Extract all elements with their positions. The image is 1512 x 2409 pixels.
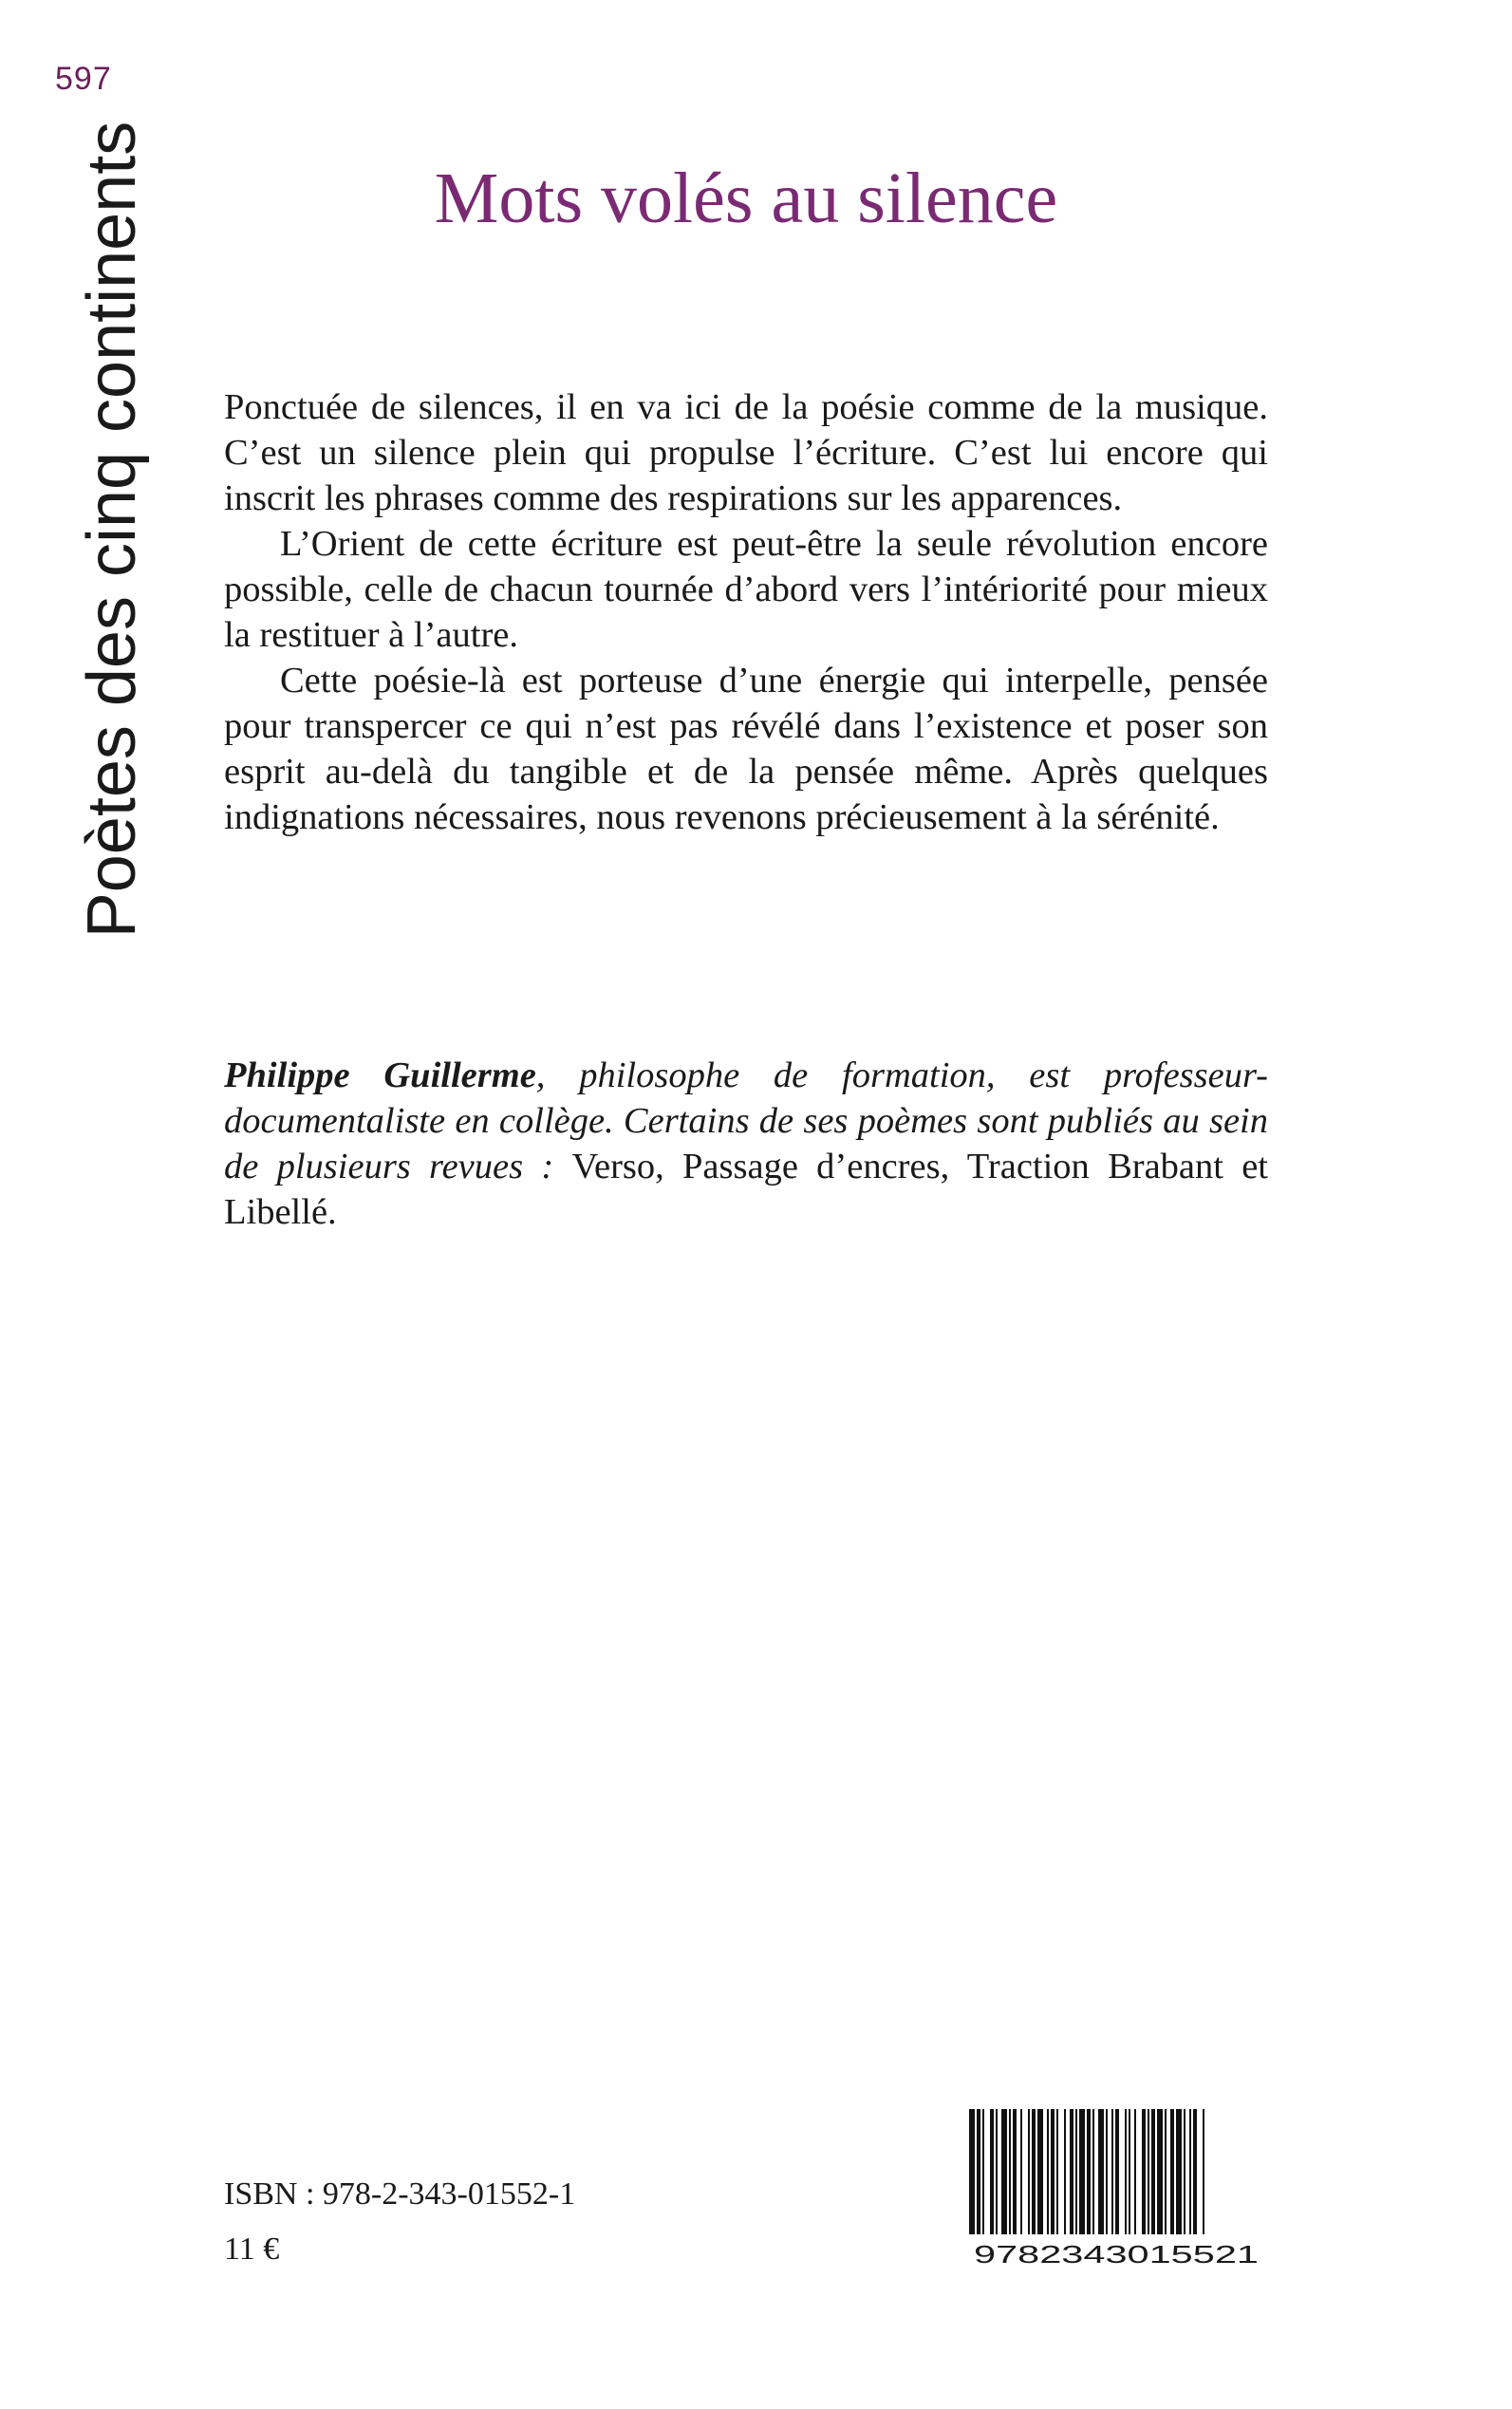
barcode-bar bbox=[969, 2109, 975, 2234]
barcode-bar bbox=[1111, 2109, 1113, 2234]
barcode-bar bbox=[1148, 2109, 1149, 2234]
barcode bbox=[963, 2105, 1269, 2267]
barcode-bar bbox=[1092, 2109, 1094, 2234]
book-title: Mots volés au silence bbox=[434, 159, 1058, 238]
barcode-bar bbox=[990, 2109, 994, 2234]
barcode-bar bbox=[1051, 2109, 1055, 2234]
barcode-bar bbox=[1037, 2109, 1043, 2234]
barcode-bar bbox=[1176, 2109, 1182, 2234]
barcode-bar bbox=[1028, 2109, 1030, 2234]
barcode-bar bbox=[996, 2109, 998, 2234]
barcode-bar bbox=[1032, 2109, 1036, 2234]
barcode-bar bbox=[1129, 2109, 1130, 2234]
barcode-bar bbox=[1013, 2109, 1017, 2234]
barcode-number: 9782343015521 bbox=[974, 2240, 1259, 2267]
barcode-bar bbox=[1125, 2109, 1127, 2234]
description bbox=[224, 384, 1268, 840]
barcode-bar bbox=[1189, 2109, 1191, 2234]
author-name: Philippe Guillerme bbox=[224, 1055, 536, 1095]
author-bio-journals: Verso, Passage d’encres, Traction Brabant et Libellé. bbox=[224, 1147, 1268, 1232]
barcode-bar bbox=[1203, 2109, 1204, 2234]
barcode-bar bbox=[1056, 2109, 1058, 2234]
barcode-bar bbox=[982, 2109, 984, 2234]
series-name: Poètes des cinq continents bbox=[74, 121, 150, 939]
barcode-bar bbox=[1142, 2109, 1146, 2234]
author-bio-italic: , philosophe de formation, est professeur-documentaliste en collège. Certains de ses poèmes sont publiés au sein de plusieurs revues : bbox=[224, 1055, 1268, 1186]
barcode-bar bbox=[1020, 2109, 1022, 2234]
barcode-bar bbox=[1134, 2109, 1136, 2234]
barcode-bar bbox=[1087, 2109, 1091, 2234]
description-paragraph: Ponctuée de silences, il en va ici de la poésie comme de la musique. C’est un silence plein qui propulse l’écriture. C’est lui encore qui inscrit les phrases comme des respirations sur les apparences. bbox=[224, 387, 1268, 518]
barcode-bar bbox=[1098, 2109, 1104, 2234]
barcode-bar bbox=[1151, 2109, 1155, 2234]
barcode-bar bbox=[1106, 2109, 1108, 2234]
barcode-bar bbox=[1115, 2109, 1119, 2234]
barcode-bar bbox=[1184, 2109, 1185, 2234]
barcode-bar bbox=[1165, 2109, 1167, 2234]
barcode-bar bbox=[1070, 2109, 1073, 2234]
isbn: ISBN : 978-2-343-01552-1 bbox=[224, 2176, 576, 2212]
series-number: 597 bbox=[55, 61, 112, 97]
barcode-bar bbox=[1001, 2109, 1007, 2234]
description-paragraph: Cette poésie-là est porteuse d’une énergie qui interpelle, pensée pour transpercer ce qui n’est pas révélé dans l’existence et poser son esprit au-delà du tangible et de la pensée même. Après quelques indignations nécessaires, nous revenons précieusement à la sérénité. bbox=[224, 661, 1268, 837]
barcode-bar bbox=[1009, 2109, 1011, 2234]
barcode-bar bbox=[1079, 2109, 1085, 2234]
barcode-bar bbox=[1170, 2109, 1174, 2234]
barcode-bar bbox=[1064, 2109, 1066, 2234]
description-paragraph: L’Orient de cette écriture est peut-être la seule révolution encore possible, celle de chacun tournée d’abord vers l’intériorité pour mieux la restituer à l’autre. bbox=[224, 524, 1268, 655]
barcode-bar bbox=[977, 2109, 980, 2234]
barcode-bar bbox=[1075, 2109, 1077, 2234]
price: 11 € bbox=[224, 2232, 280, 2267]
barcode-bar bbox=[1193, 2109, 1197, 2234]
barcode-bar bbox=[1047, 2109, 1049, 2234]
barcode-bar bbox=[1157, 2109, 1163, 2234]
author-bio bbox=[224, 1053, 1268, 1235]
